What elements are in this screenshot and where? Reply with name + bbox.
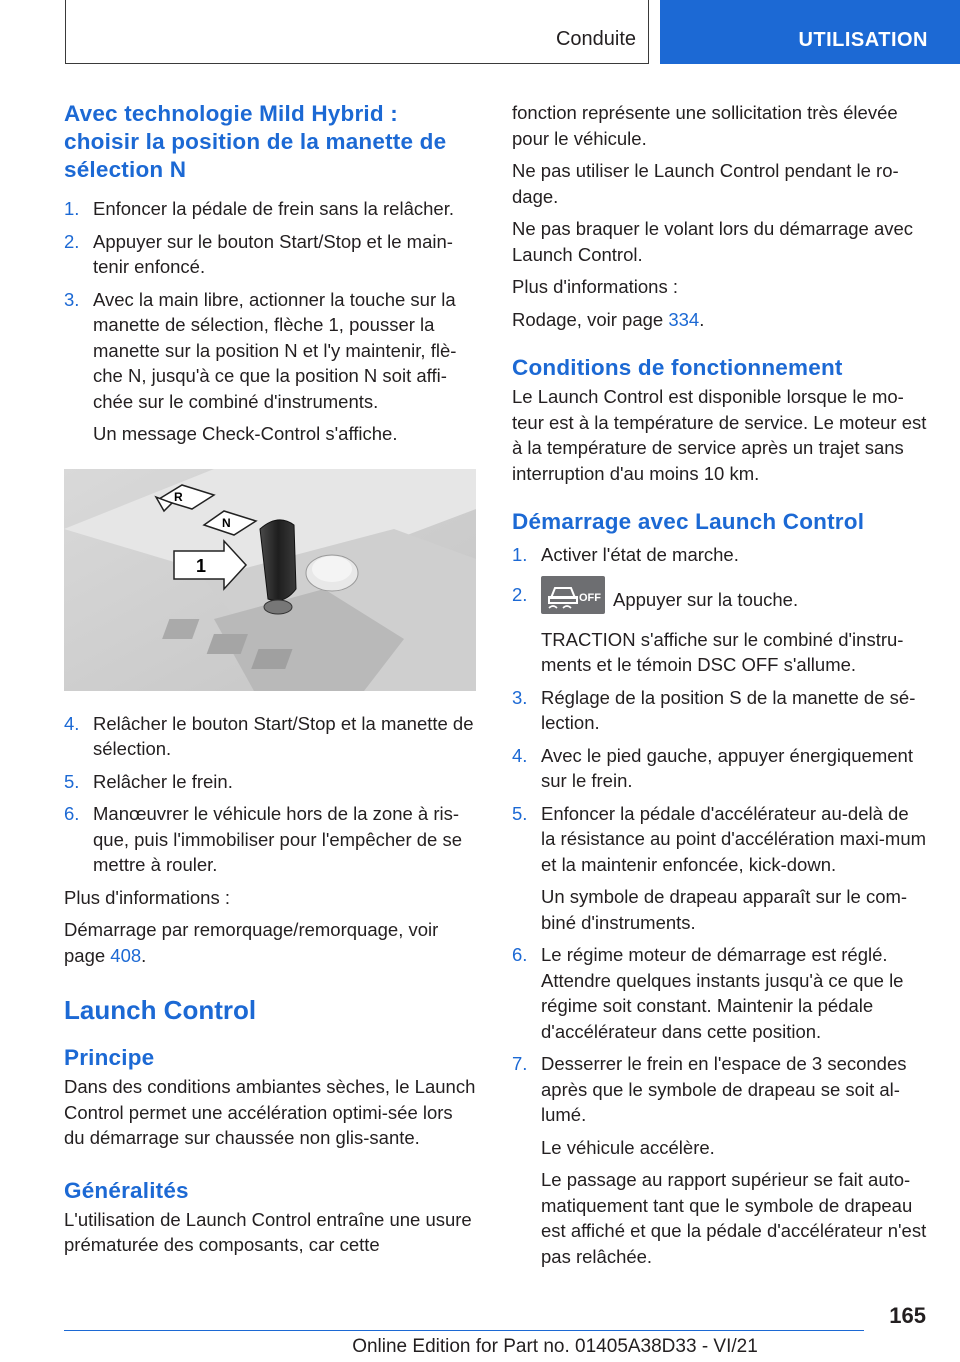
figure-label-1: 1 (196, 555, 207, 576)
list-item (512, 1051, 928, 1128)
dsc-off-button-icon (541, 576, 605, 614)
step-text: Desserrer le frein en l'espace de 3 secondes après que le symbole de drapeau se soit al‐lumé. (541, 1053, 907, 1125)
step-text: Relâcher le frein. (93, 770, 233, 792)
step-text: Réglage de la position S de la manette de sé‐lection. (541, 686, 916, 733)
step-text: Le régime moteur de démarrage est réglé. Attendre quelques instants jusqu'à ce que le régime soit constant. Maintenir la pédale d'accélérateur dans cette position. (541, 944, 904, 1042)
heading-principe: Principe (64, 1045, 155, 1070)
step-number: 1. (512, 544, 528, 565)
list-item (512, 743, 928, 794)
dsc-off-icon-text: OFF (579, 591, 601, 604)
list-item (512, 942, 928, 1044)
figure-label-n: N (222, 515, 231, 530)
list-item (64, 287, 476, 415)
list-item (64, 711, 476, 762)
left-column (64, 100, 476, 1265)
list-item (64, 769, 476, 795)
step-note: TRACTION s'affiche sur le combiné d'instru‐ments et le témoin DSC OFF s'allume. (541, 628, 904, 675)
cross-reference (512, 307, 928, 333)
right-column (512, 100, 928, 1276)
header-chapter-tab (660, 0, 960, 64)
step-number: 4. (512, 744, 528, 766)
paragraph-volant: Ne pas braquer le volant lors du démarrage avec Launch Control. (512, 218, 914, 265)
list-item (512, 685, 928, 736)
more-info-label: Plus d'informations : (64, 886, 230, 908)
paragraph-rodage: Ne pas utiliser le Launch Control pendant le ro‐dage. (512, 160, 899, 207)
heading-launch-control: Launch Control (64, 995, 257, 1025)
page-link-408[interactable]: 408 (110, 944, 142, 966)
step-text: Enfoncer la pédale d'accélérateur au-delà de la résistance au point d'accélération maxi‐mum et la maintenir enfoncée, kick-down. (541, 802, 927, 875)
step-text: Appuyer sur la touche. (613, 588, 799, 610)
list-item (64, 229, 476, 280)
cross-reference-end: . (141, 944, 147, 966)
page-number: 165 (889, 1303, 926, 1328)
step-number: 1. (64, 198, 80, 219)
step-note: Le passage au rapport supérieur se fait auto‐matiquement tant que le symbole de drapeau est affiché et que la pédale d'accélérateur n'est pas relâchée. (541, 1169, 927, 1267)
step-number: 7. (512, 1053, 528, 1074)
paragraph-principe: Dans des conditions ambiantes sèches, le Launch Control permet une accélération optimi‐sée lors du démarrage sur chaussée non glis‐sante. (64, 1076, 476, 1148)
step-note: Un message Check-Control s'affiche. (93, 423, 398, 444)
header-section-title: Conduite (555, 28, 636, 50)
list-item (512, 542, 928, 568)
list-item (64, 801, 476, 878)
page-link-334[interactable]: 334 (668, 308, 700, 330)
footer-divider (64, 1330, 864, 1331)
cross-reference-end: . (699, 308, 705, 330)
more-info-label: Plus d'informations : (512, 276, 678, 297)
step-text: Relâcher le bouton Start/Stop et la manette de sélection. (93, 712, 474, 759)
step-number: 3. (64, 288, 80, 310)
list-item (512, 582, 928, 620)
step-text: Manœuvrer le véhicule hors de la zone à ris‐que, puis l'immobiliser pour l'empêcher de se mettre à rouler. (93, 803, 463, 875)
cross-reference (64, 917, 476, 968)
step-number: 6. (64, 803, 80, 824)
step-number: 5. (64, 770, 80, 792)
step-number: 3. (512, 686, 528, 708)
step-note: Un symbole de drapeau apparaît sur le com‐biné d'instruments. (541, 886, 908, 933)
list-item (512, 801, 928, 878)
step-text: Appuyer sur le bouton Start/Stop et le main‐tenir enfoncé. (93, 230, 453, 277)
cross-reference-text: Démarrage par remorquage/remorquage, voir page (64, 919, 439, 966)
heading-conditions: Conditions de fonctionnement (512, 355, 843, 380)
step-number: 6. (512, 944, 528, 965)
header-section-box (65, 0, 649, 64)
step-number: 2. (512, 583, 528, 605)
step-note: Le véhicule accélère. (541, 1136, 715, 1158)
edition-text: Online Edition for Part no. 01405A38D33 - VI/21 (352, 1336, 758, 1357)
step-text: Enfoncer la pédale de frein sans la relâcher. (93, 198, 454, 219)
cross-reference-text: Rodage, voir page (512, 308, 669, 330)
heading-demarrage: Démarrage avec Launch Control (512, 509, 865, 534)
step-text: Activer l'état de marche. (541, 544, 739, 565)
figure-label-r: R (174, 489, 183, 504)
heading-generalites: Généralités (64, 1177, 189, 1203)
step-text: Avec le pied gauche, appuyer énergiquement sur le frein. (541, 744, 913, 791)
header-chapter-title: UTILISATION (798, 29, 928, 51)
paragraph-sollicitation: fonction représente une sollicitation très élevée pour le véhicule. (512, 102, 898, 149)
step-text: Avec la main libre, actionner la touche sur la manette de sélection, flèche 1, pousser la manette sur la position N et l'y maintenir, flè‐che N, jusqu'à ce que la position N soit affi‐chée sur le combiné d'instruments. (93, 288, 457, 412)
heading-mild-hybrid: Avec technologie Mild Hybrid : choisir la position de la manette de sélection N (64, 101, 447, 182)
paragraph-conditions: Le Launch Control est disponible lorsque le mo‐teur est à la température de service. Le moteur est à la température de service après un trajet sans interruption d'au moins 10 km. (512, 386, 927, 484)
gear-selector-illustration (64, 469, 476, 691)
step-number: 2. (64, 230, 80, 252)
step-number: 5. (512, 802, 528, 824)
step-number: 4. (64, 712, 80, 734)
list-item (64, 196, 476, 222)
paragraph-generalites: L'utilisation de Launch Control entraîne une usure prématurée des composants, car cette (64, 1208, 472, 1255)
